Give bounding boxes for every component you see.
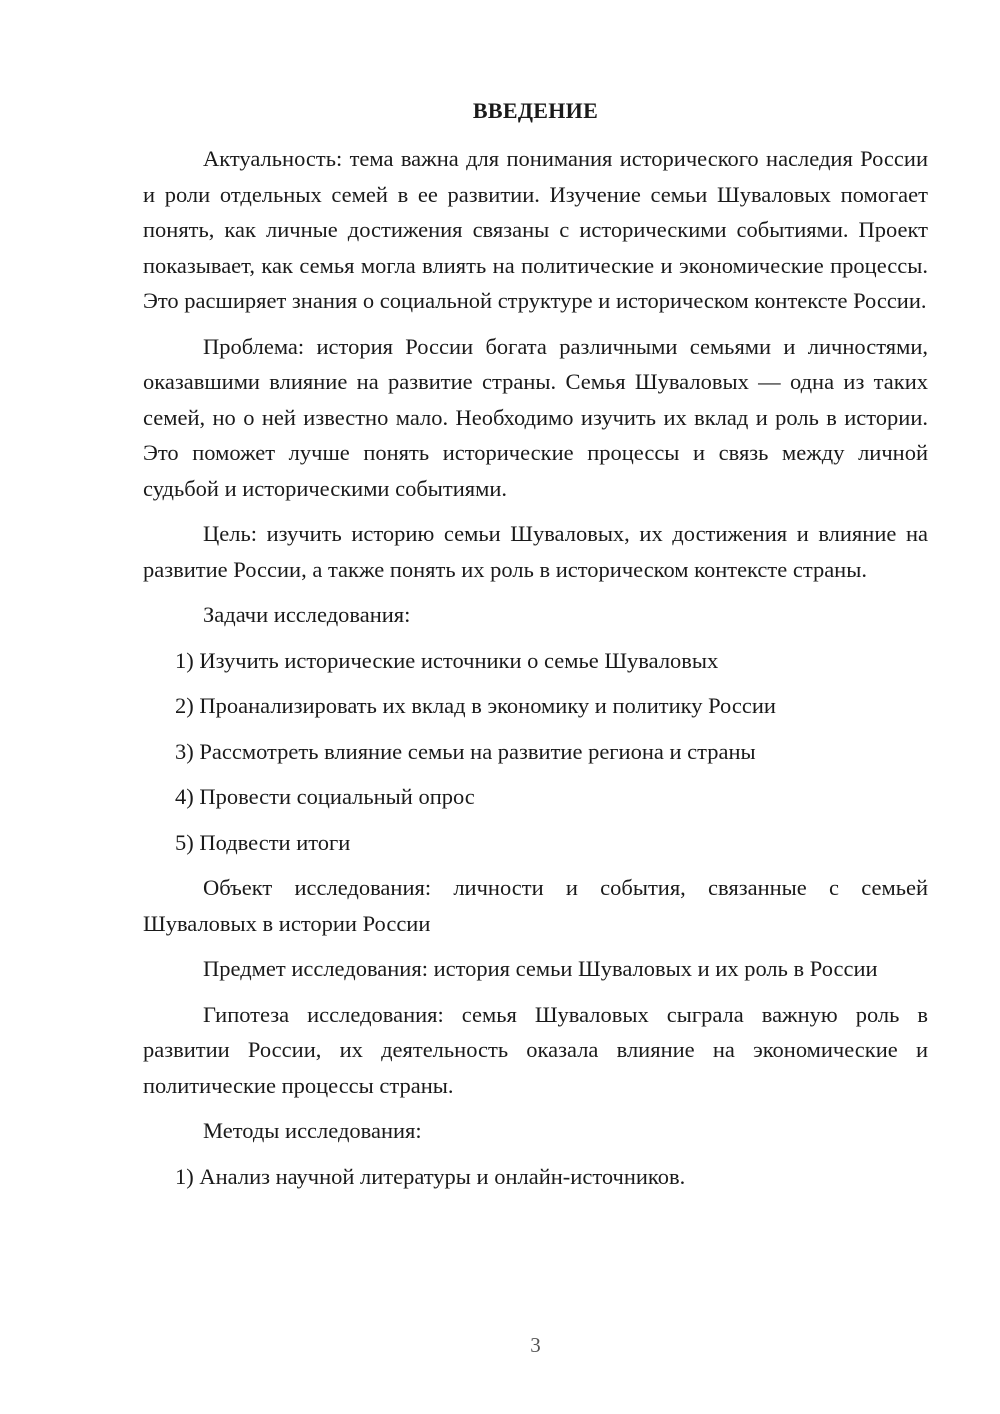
list-item: 1) Изучить исторические источники о семье Шуваловых [175, 647, 719, 673]
paragraph-object: Объект исследования: личности и события, связанные с семьей Шуваловых в истории России [143, 875, 928, 936]
page-title: ВВЕДЕНИЕ [472, 98, 599, 123]
tasks-heading: Задачи исследования: [203, 602, 411, 627]
list-item: 4) Провести социальный опрос [175, 784, 475, 809]
paragraph-hypothesis: Гипотеза исследования: семья Шуваловых сыграла важную роль в развитии России, их деятельность оказала влияние на экономические и политические процессы страны. [143, 1001, 928, 1098]
document-page [143, 0, 928, 1414]
paragraph-relevance: Актуальность: тема важна для понимания исторического наследия России и роли отдельных семей в ее развитии. Изучение семьи Шуваловых помогает понять, как личные достижения связаны с историческими событиями. Проект показывает, как семья могла влиять на политические и экономические процессы. Это расширяет знания о социальной структуре и историческом контексте России. [143, 146, 928, 313]
list-item: 3) Рассмотреть влияние семьи на развитие региона и страны [175, 738, 756, 764]
list-item: 2) Проанализировать их вклад в экономику и политику России [175, 693, 776, 718]
paragraph-subject: Предмет исследования: история семьи Шуваловых и их роль в России [203, 956, 878, 981]
methods-list [143, 1159, 928, 1195]
paragraph-problem: Проблема: история России богата различными семьями и личностями, оказавшими влияние на развитие страны. Семья Шуваловых — одна из таких семей, но о ней известно мало. Необходимо изучить их вклад и роль в истории. Это поможет лучше понять исторические процессы и связь между личной судьбой и историческими событиями. [143, 333, 928, 501]
document-body [143, 141, 928, 1204]
page-number: 3 [530, 1333, 541, 1357]
list-item: 1) Анализ научной литературы и онлайн-источников. [175, 1163, 686, 1189]
methods-heading: Методы исследования: [203, 1118, 422, 1143]
paragraph-goal: Цель: изучить историю семьи Шуваловых, их достижения и влияние на развитие России, а также понять их роль в историческом контексте страны. [143, 521, 928, 582]
list-item: 5) Подвести итоги [175, 829, 351, 855]
tasks-list [143, 643, 928, 861]
